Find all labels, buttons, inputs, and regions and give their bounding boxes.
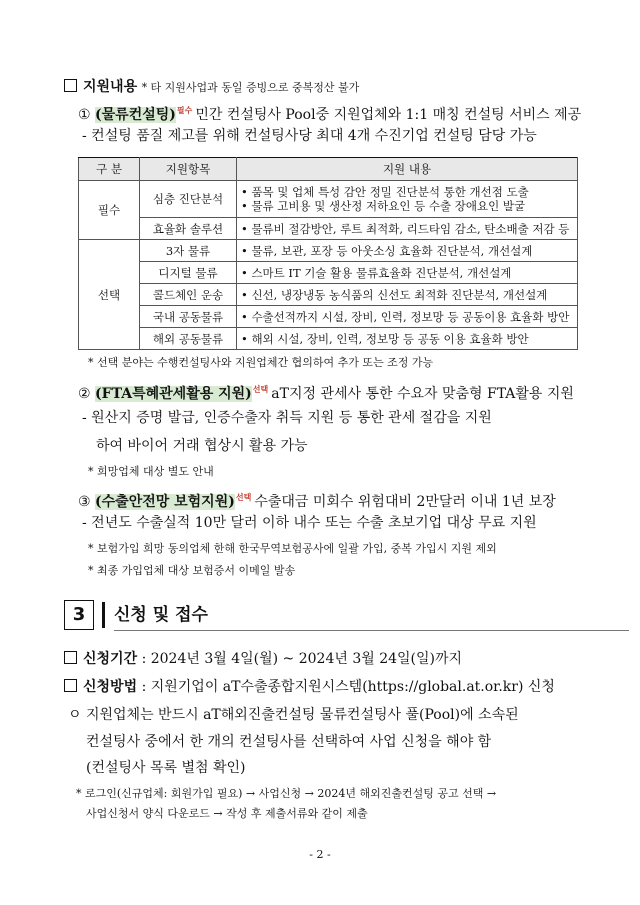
support-heading-note: * 타 지원사업과 동일 증빙으로 중복정산 불가: [141, 81, 360, 94]
apply-method-value: : 지원기업이 aT수출종합지원시스템(https://global.at.or.kr) 신청: [141, 679, 555, 695]
table-cell-content: • 스마트 IT 기술 활용 물류효율화 진단분석, 개선설계: [237, 262, 578, 284]
section-underline: [114, 630, 629, 631]
apply-circle2: 컨설팅사 중에서 한 개의 컨설팅사를 선택하여 사업 신청을 해야 함: [86, 734, 492, 750]
table-cell-item: 디지털 물류: [140, 262, 237, 284]
item2-line: [78, 380, 574, 403]
checkbox-square-icon: [64, 651, 77, 664]
table-row: [79, 240, 578, 262]
item3-note2: * 최종 가입업체 대상 보험증서 이메일 발송: [88, 564, 296, 577]
item2-title: (FTA특혜관세활용 지원): [95, 386, 252, 402]
table-note: * 선택 분야는 수행컨설팅사와 지원업체간 협의하여 추가 또는 조정 가능: [88, 356, 434, 369]
table-cell-content: • 물류비 절감방안, 루트 최적화, 리드타임 감소, 탄소배출 저감 등: [237, 218, 578, 240]
item2-tag: 선택: [252, 384, 269, 394]
item1-title: (물류컨설팅): [95, 107, 176, 123]
item3-number: ③: [78, 494, 91, 510]
table-cell-content: • 신선, 냉장냉동 농식품의 신선도 최적화 진단분석, 개선설계: [237, 284, 578, 306]
item1-line: [78, 101, 581, 124]
item3-note1: * 보험가입 희망 동의업체 한해 한국무역보험공사에 일괄 가입, 중복 가입시 지원 제외: [88, 542, 497, 555]
apply-method-label: 신청방법: [83, 679, 138, 695]
apply-circle1: ㅇ 지원업체는 반드시 aT해외진출컨설팅 물류컨설팅사 풀(Pool)에 소속된: [68, 707, 519, 723]
item1-text: 민간 컨설팅사 Pool중 지원업체와 1:1 매칭 컨설팅 서비스 제공: [195, 107, 582, 123]
table-row: [79, 328, 578, 350]
support-table: [78, 157, 578, 350]
table-cell-item: 국내 공동물류: [140, 306, 237, 328]
item2-note: * 희망업체 대상 별도 안내: [88, 465, 214, 478]
item3-tag: 선택: [235, 492, 252, 502]
table-row: [79, 181, 578, 218]
table-cell-item: 심층 진단분석: [140, 181, 237, 218]
table-row: [79, 306, 578, 328]
table-cell-line: • 품목 및 업체 특성 감안 정밀 진단분석 통한 개선점 도출: [241, 185, 529, 199]
apply-period-label: 신청기간: [83, 651, 138, 667]
table-row: [79, 218, 578, 240]
item3-title: (수출안전망 보험지원): [95, 494, 235, 510]
item1-number: ①: [78, 107, 91, 123]
table-cell-item: 콜드체인 운송: [140, 284, 237, 306]
apply-note1: * 로그인(신규업체: 회원가입 필요) → 사업신청 → 2024년 해외진출컨설팅 공고 선택 →: [76, 787, 497, 800]
item1-tag: 필수: [176, 105, 193, 115]
section-number: 3: [64, 600, 94, 630]
table-group-optional: 선택: [79, 240, 140, 350]
item3-line: [78, 488, 556, 511]
table-row: [79, 262, 578, 284]
table-header-row: [79, 158, 578, 181]
table-cell-item: 효율화 솔루션: [140, 218, 237, 240]
apply-note2: 사업신청서 양식 다운로드 → 작성 후 제출서류와 같이 제출: [86, 807, 368, 820]
page-number: - 2 -: [309, 848, 331, 861]
table-cell-content: • 수출선적까지 시설, 장비, 인력, 정보망 등 공동이용 효율화 방안: [237, 306, 578, 328]
support-heading-line: [64, 78, 359, 96]
table-cell-item: 3자 물류: [140, 240, 237, 262]
item3-dash: - 전년도 수출실적 10만 달러 이하 내수 또는 수출 초보기업 대상 무료 지원: [82, 515, 537, 531]
apply-circle3: (컨설팅사 목록 별첨 확인): [86, 760, 246, 776]
table-cell-content: • 물류, 보관, 포장 등 아웃소싱 효율화 진단분석, 개선설계: [237, 240, 578, 262]
table-header-category: 구 분: [79, 158, 140, 181]
table-cell-line: • 물류 고비용 및 생산정 저하요인 등 수출 장애요인 발굴: [241, 199, 526, 213]
section-title: 신청 및 접수: [114, 605, 208, 625]
item2-dash1: - 원산지 증명 발급, 인증수출자 취득 지원 등 통한 관세 절감을 지원: [82, 410, 492, 426]
table-header-content: 지원 내용: [237, 158, 578, 181]
apply-period-value: : 2024년 3월 4일(월) ~ 2024년 3월 24일(일)까지: [141, 651, 463, 667]
checkbox-square-icon: [64, 79, 77, 92]
item2-text: aT지정 관세사 통한 수요자 맞춤형 FTA활용 지원: [271, 386, 574, 402]
table-cell-content: [237, 181, 578, 218]
item1-dash: - 컨설팅 품질 제고를 위해 컨설팅사당 최대 4개 수진기업 컨설팅 담당 가능: [82, 128, 537, 144]
checkbox-square-icon: [64, 679, 77, 692]
section-divider: [102, 602, 105, 628]
table-row: [79, 284, 578, 306]
item2-number: ②: [78, 386, 91, 402]
apply-period-line: [64, 650, 462, 668]
item3-text: 수출대금 미회수 위험대비 2만달러 이내 1년 보장: [254, 494, 556, 510]
table-header-item: 지원항목: [140, 158, 237, 181]
table-cell-item: 해외 공동물류: [140, 328, 237, 350]
apply-method-line: [64, 678, 555, 696]
item2-dash2: 하여 바이어 거래 협상시 활용 가능: [96, 438, 308, 454]
table-group-required: 필수: [79, 181, 140, 240]
support-heading: 지원내용: [83, 79, 138, 95]
table-cell-content: • 해외 시설, 장비, 인력, 정보망 등 공동 이용 효율화 방안: [237, 328, 578, 350]
